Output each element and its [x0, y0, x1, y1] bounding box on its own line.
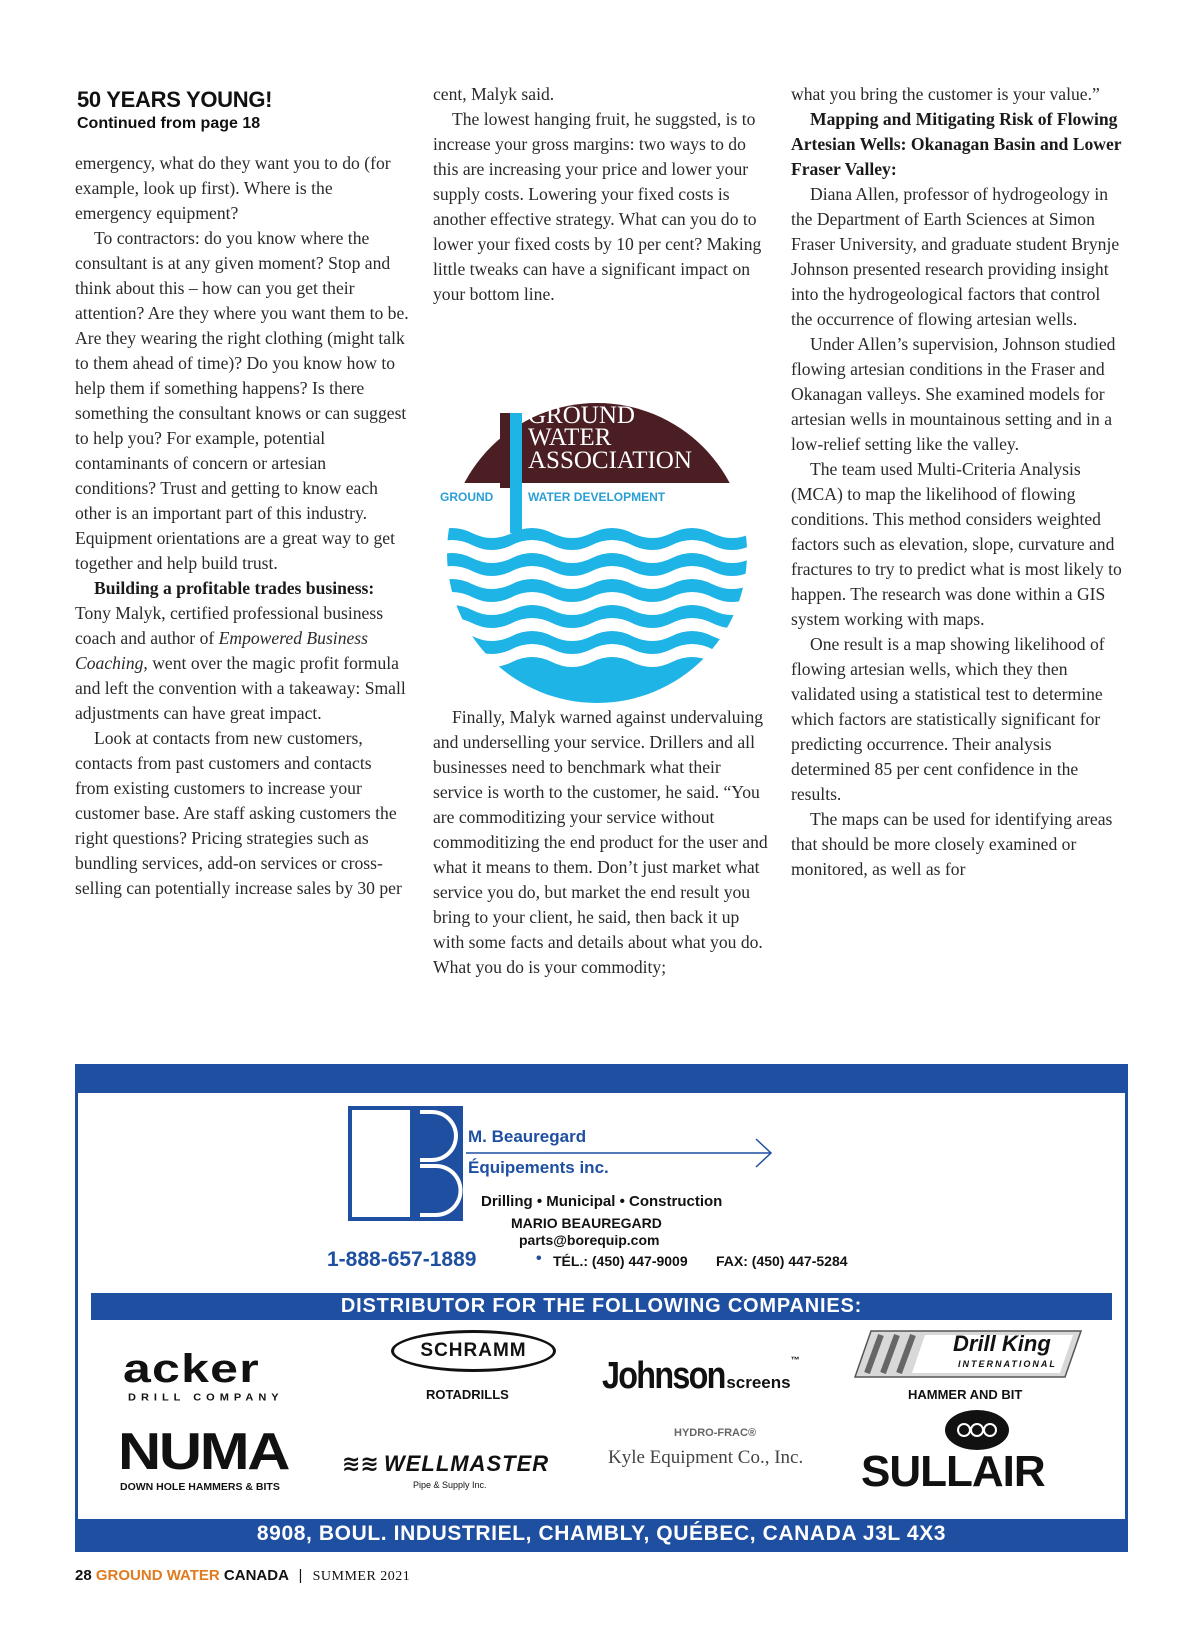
paragraph: Diana Allen, professor of hydrogeology in the Department of Earth Sciences at Simon Fraser University, and graduate student Brynje Johnson presented research providing insight into the hydrogeological factors that control the occurrence of flowing artesian wells. — [791, 184, 1120, 329]
wellmaster-swirl-icon: ≋≋ — [342, 1451, 379, 1476]
distributor-banner: DISTRIBUTOR FOR THE FOLLOWING COMPANIES: — [91, 1293, 1112, 1320]
paragraph: Look at contacts from new customers, contacts from past customers and contacts from existing customers to increase your customer base. Are staff asking customers the right questions? Pricing strategies such as bundling services, add-on services or cross-selling can potentially increase sales by 30 per — [75, 728, 402, 898]
services: Drilling • Municipal • Construction — [481, 1193, 723, 1210]
beauregard-b-logo — [348, 1106, 463, 1221]
paragraph: The maps can be used for identifying areas that should be more closely examined or monitored, as well as for — [791, 809, 1113, 879]
page-number: 28 — [75, 1567, 92, 1584]
paragraph: what you bring the customer is your value.” — [791, 84, 1100, 104]
acker-subtitle: DRILL COMPANY — [128, 1392, 284, 1404]
logo-association: ASSOCIATION — [528, 447, 692, 474]
subhead: Mapping and Mitigating Risk of Flowing Artesian Wells: Okanagan Basin and Lower Fraser Valley: — [791, 109, 1122, 179]
logo-the: The — [528, 373, 549, 386]
drill-king-international: INTERNATIONAL — [958, 1359, 1057, 1369]
paragraph: cent, Malyk said. — [433, 84, 555, 104]
logo-ground: GROUND — [528, 402, 635, 429]
johnson-screens-logo — [602, 1355, 800, 1398]
fax: FAX: (450) 447-5284 — [716, 1253, 848, 1269]
hydrofrac-label: HYDRO-FRAC® — [674, 1427, 757, 1439]
logo-tag-left: GROUND — [440, 490, 494, 504]
subhead: Building a profitable trades business: — [94, 578, 375, 598]
ad-address: 8908, BOUL. INDUSTRIEL, CHAMBLY, QUÉBEC, CANADA J3L 4X3 — [78, 1519, 1125, 1549]
company-name-line1: M. Beauregard — [468, 1127, 587, 1146]
logo-water: WATER — [528, 424, 612, 451]
numa-subtitle: DOWN HOLE HAMMERS & BITS — [120, 1481, 280, 1493]
article-column-2 — [433, 82, 768, 307]
article-column-1 — [75, 151, 410, 901]
paragraph: The team used Multi-Criteria Analysis (MCA) to map the likelihood of flowing conditions. This method considers weighted factors such as elevation, slope, curvature and fractures to try to predict what is most likely to happen. The research was done within a GIS system working with maps. — [791, 459, 1122, 629]
kicker-title: 50 YEARS YOUNG! — [77, 87, 273, 112]
paragraph: The lowest hanging fruit, he suggsted, is to increase your gross margins: two ways to do this are increasing your price and lower your supply costs. Lowering your fixed costs is another effective strategy. What can you do to lower your fixed costs by 10 per cent? Making little tweaks can have a significant impact on your bottom line. — [433, 109, 762, 304]
beauregard-advertisement — [75, 1064, 1128, 1552]
paragraph: One result is a map showing likelihood of flowing artesian wells, which they then validated using a statistical test to determine which factors are statistically significant for predicting occurrence. Their analysis determined 85 per cent confidence in the results. — [791, 634, 1105, 804]
paragraph: Building a profitable trades business: Tony Malyk, certified professional business coach and author of Empowered Business Coaching, went over the magic profit formula and left the convention with a takeaway: Small adjustments can have great impact. — [75, 578, 406, 723]
contact-name: MARIO BEAUREGARD — [511, 1215, 662, 1231]
acker-logo: acker — [123, 1347, 260, 1391]
schramm-subtitle: ROTADRILLS — [426, 1387, 509, 1402]
magazine-name: GROUND WATER — [95, 1567, 220, 1584]
logo-tag-right: WATER DEVELOPMENT — [528, 490, 666, 504]
section-kicker — [77, 86, 272, 134]
tollfree-phone[interactable]: 1-888-657-1889 — [327, 1248, 477, 1271]
wellmaster-subtitle: Pipe & Supply Inc. — [413, 1480, 487, 1490]
logo-bc: BRITISH COLUMBIA — [528, 386, 652, 401]
kyle-equipment-name: Kyle Equipment Co., Inc. — [608, 1447, 804, 1468]
schramm-logo: SCHRAMM — [391, 1330, 556, 1372]
drill-king-subtitle: HAMMER AND BIT — [908, 1387, 1023, 1402]
footer-separator: | — [298, 1567, 303, 1584]
wellmaster-name: WELLMASTER — [383, 1451, 550, 1476]
bcgwa-logo — [432, 373, 770, 705]
johnson-tm: ™ — [790, 1355, 800, 1365]
paragraph: Finally, Malyk warned against undervaluing and underselling your service. Drillers and all businesses need to benchmark what their service is worth to the customer, he said. “You are commoditizing your service without commoditizing the end product for the user and what it means to them. Don’t just market what service you do, but market the end result you bring to your client, he said, then back it up with some facts and details about what you do. What you do is your commodity; — [433, 707, 768, 977]
article-column-2-lower — [433, 705, 768, 980]
article-column-3 — [791, 82, 1126, 882]
page-footer — [75, 1567, 410, 1585]
drill-king-name: Drill King — [953, 1331, 1051, 1356]
email[interactable]: parts@borequip.com — [519, 1232, 660, 1248]
bullet: • — [536, 1250, 542, 1267]
paragraph: To contractors: do you know where the consultant is at any given moment? Stop and think about this – how can you get their attention? Are they where you want them to be. Are they wearing the right clothing (might talk to them ahead of time)? Do you know how to help them if something happens? Is there something the consultant knows or can suggest to help you? For example, potential contaminants of concern or artesian conditions? Trust and getting to know each other is an important part of this industry. Equipment orientations are a great way to get together and help build trust. — [75, 228, 409, 573]
company-name-line2: Équipements inc. — [468, 1158, 609, 1177]
wellmaster-logo — [342, 1451, 549, 1477]
sullair-emblem-icon — [944, 1409, 1010, 1451]
issue-season: SUMMER 2021 — [312, 1569, 411, 1584]
kicker-continued: Continued from page 18 — [77, 115, 261, 132]
logo-well-pipe — [510, 413, 522, 533]
paragraph: Under Allen’s supervision, Johnson studied flowing artesian conditions in the Fraser and Okanagan valleys. She examined models for artesian wells in mountainous setting and in a low-relief setting like the valley. — [791, 334, 1116, 454]
paragraph: emergency, what do they want you to do (for example, look up first). Where is the emergency equipment? — [75, 153, 391, 223]
book-title: Empowered Business Coaching, — [75, 628, 368, 673]
tel: TÉL.: (450) 447-9009 — [553, 1253, 688, 1269]
numa-logo: NUMA — [118, 1423, 289, 1481]
paragraph — [791, 107, 1126, 182]
johnson-screens-text: screens — [726, 1373, 791, 1392]
johnson-wordmark: Johnson — [602, 1355, 725, 1397]
sullair-logo: SULLAIR — [861, 1447, 1045, 1496]
magazine-name-canada: CANADA — [223, 1567, 289, 1584]
ad-top-bar — [78, 1067, 1125, 1093]
